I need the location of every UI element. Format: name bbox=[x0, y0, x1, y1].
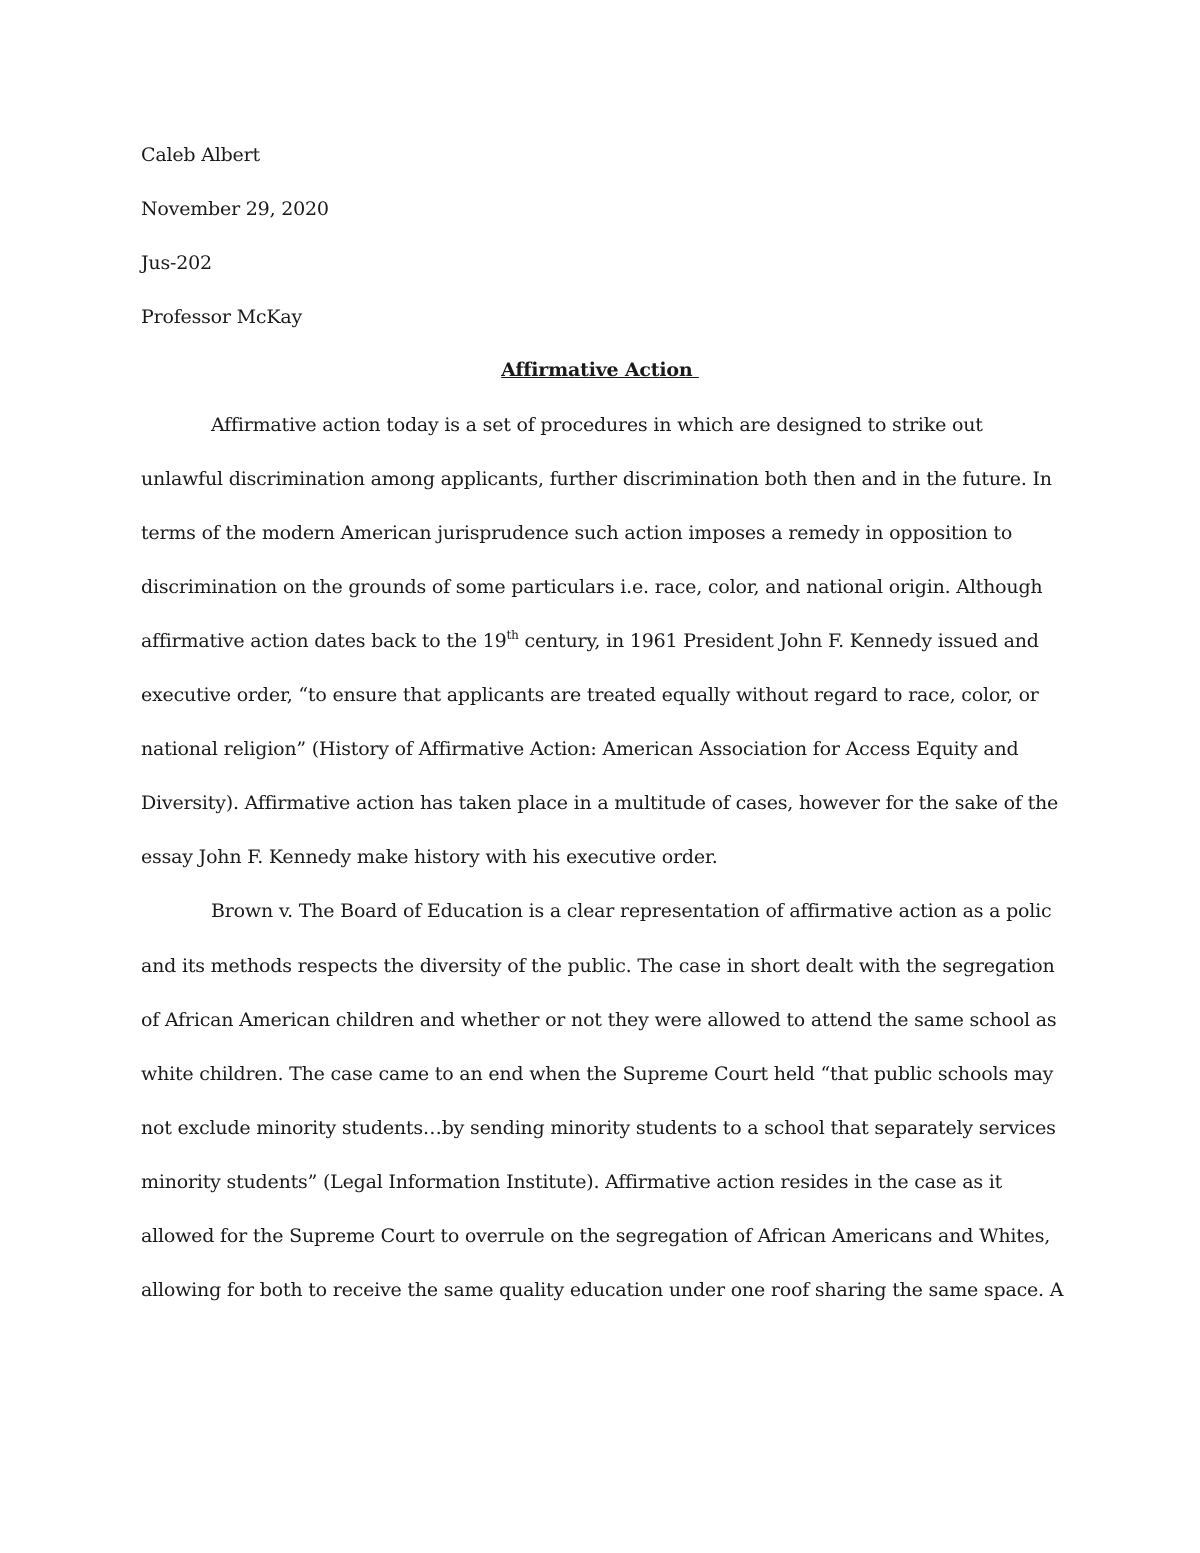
paragraph-2-line-5: not exclude minority students…by sending minority students to a school that separately services bbox=[141, 1117, 1056, 1139]
paragraph-1-line-5 bbox=[141, 630, 1039, 652]
paragraph-1-line-9: essay John F. Kennedy make history with his executive order. bbox=[141, 846, 718, 868]
essay-date: November 29, 2020 bbox=[141, 198, 329, 220]
paragraph-1-line-7: national religion” (History of Affirmative Action: American Association for Access Equity and bbox=[141, 738, 1019, 760]
paragraph-1-line-6: executive order, “to ensure that applicants are treated equally without regard to race, color, or bbox=[141, 684, 1039, 706]
paragraph-2-line-3: of African American children and whether or not they were allowed to attend the same school as bbox=[141, 1009, 1057, 1031]
paragraph-2-line-8: allowing for both to receive the same quality education under one roof sharing the same space. A bbox=[141, 1279, 1064, 1301]
course-code: Jus-202 bbox=[141, 252, 212, 274]
paragraph-1-line-4: discrimination on the grounds of some particulars i.e. race, color, and national origin. Although bbox=[141, 576, 1043, 598]
essay-title: Affirmative Action bbox=[501, 359, 699, 381]
paragraph-1-line-2: unlawful discrimination among applicants, further discrimination both then and in the future. In bbox=[141, 468, 1052, 490]
paragraph-2-line-6: minority students” (Legal Information Institute). Affirmative action resides in the case as it bbox=[141, 1171, 1003, 1193]
paragraph-1-line-1: Affirmative action today is a set of procedures in which are designed to strike out bbox=[211, 414, 983, 436]
paragraph-2-line-1: Brown v. The Board of Education is a clear representation of affirmative action as a polic bbox=[211, 900, 1052, 922]
professor-name: Professor McKay bbox=[141, 306, 302, 328]
paragraph-1-line-5-start: affirmative action dates back to the 19 bbox=[141, 630, 507, 652]
paragraph-1-line-3: terms of the modern American jurisprudence such action imposes a remedy in opposition to bbox=[141, 522, 1013, 544]
paragraph-2-line-2: and its methods respects the diversity of the public. The case in short dealt with the segregation bbox=[141, 955, 1055, 977]
paragraph-1-line-5-end: century, in 1961 President John F. Kennedy issued and bbox=[518, 630, 1039, 652]
paragraph-2-line-4: white children. The case came to an end when the Supreme Court held “that public schools may bbox=[141, 1063, 1054, 1085]
ordinal-superscript: th bbox=[506, 628, 519, 642]
author-name: Caleb Albert bbox=[141, 144, 260, 166]
paragraph-1-line-8: Diversity). Affirmative action has taken place in a multitude of cases, however for the sake of the bbox=[141, 792, 1059, 814]
paragraph-2-line-7: allowed for the Supreme Court to overrule on the segregation of African Americans and Whites, bbox=[141, 1225, 1051, 1247]
